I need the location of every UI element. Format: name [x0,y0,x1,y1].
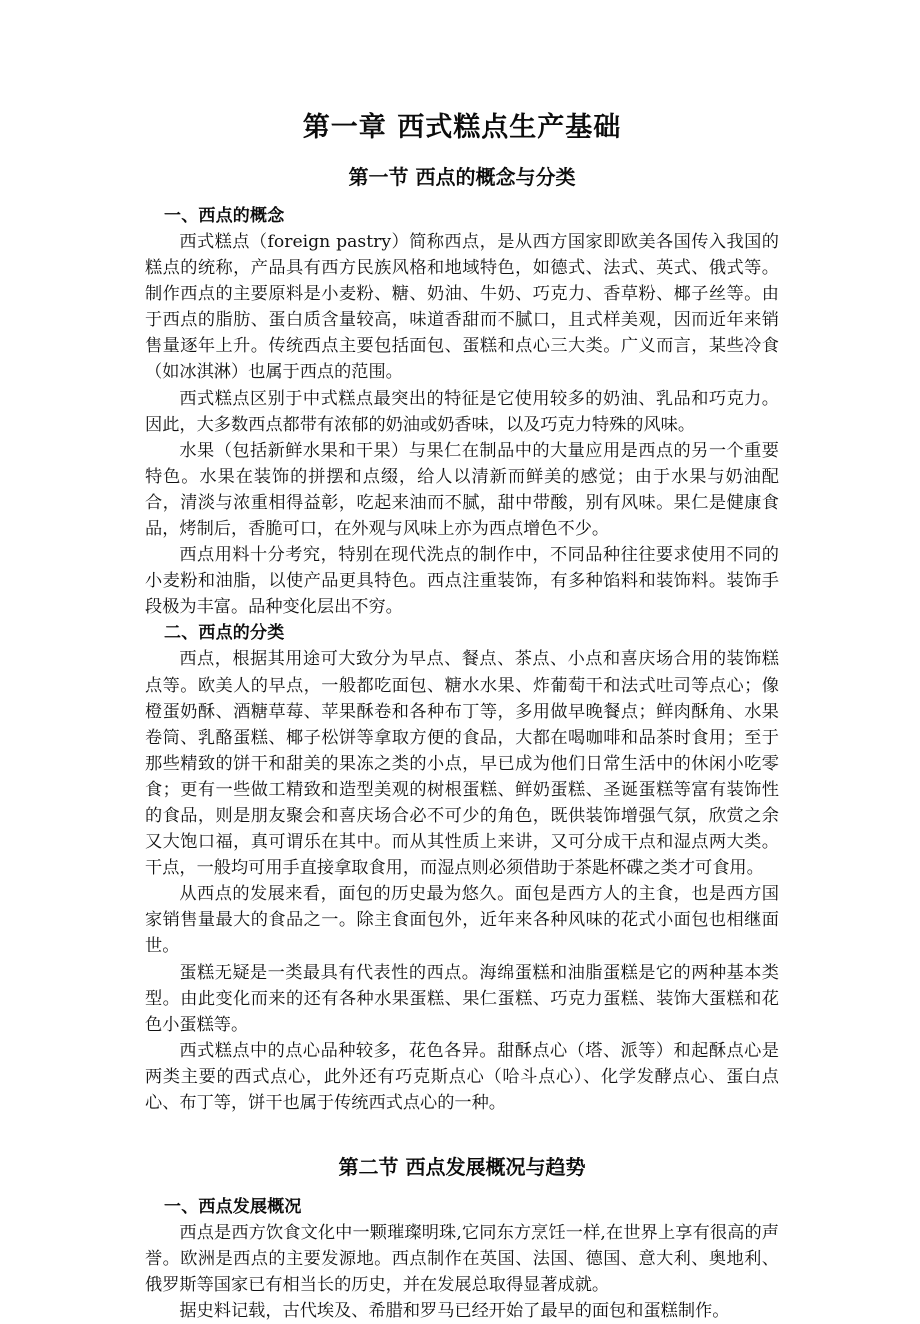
paragraph: 水果（包括新鲜水果和干果）与果仁在制品中的大量应用是西点的另一个重要特色。水果在装饰的拼摆和点缀，给人以清新而鲜美的感觉；由于水果与奶油配合，清淡与浓重相得益彰，吃起来油而不腻，甜中带酸，别有风味。果仁是健康食品，烤制后，香脆可口，在外观与风味上亦为西点增色不少。 [145,440,779,540]
chapter-title: 第一章 西式糕点生产基础 [302,112,622,143]
paragraph: 西点是西方饮食文化中一颗璀璨明珠,它同东方烹饪一样,在世界上享有很高的声誉。欧洲是西点的主要发源地。西点制作在英国、法国、德国、意大利、奥地利、俄罗斯等国家已有相当长的历史，并在发展总取得显著成就。 [145,1223,779,1296]
paragraph: 西式糕点（foreign pastry）简称西点，是从西方国家即欧美各国传入我国的糕点的统称，产品具有西方民族风格和地域特色，如德式、法式、英式、俄式等。制作西点的主要原料是小麦粉、糖、奶油、牛奶、巧克力、香草粉、椰子丝等。由于西点的脂肪、蛋白质含量较高，味道香甜而不腻口，且式样美观，因而近年来销售量逐年上升。传统西点主要包括面包、蛋糕和点心三大类。广义而言，某些冷食（如冰淇淋）也属于西点的范围。 [145,232,779,383]
paragraph: 西式糕点区别于中式糕点最突出的特征是它使用较多的奶油、乳品和巧克力。因此，大多数西点都带有浓郁的奶油或奶香味，以及巧克力特殊的风味。 [145,388,779,435]
paragraph: 蛋糕无疑是一类最具有代表性的西点。海绵蛋糕和油脂蛋糕是它的两种基本类型。由此变化而来的还有各种水果蛋糕、果仁蛋糕、巧克力蛋糕、装饰大蛋糕和花色小蛋糕等。 [145,962,779,1035]
paragraph: 西式糕点中的点心品种较多，花色各异。甜酥点心（塔、派等）和起酥点心是两类主要的西式点心，此外还有巧克斯点心（哈斗点心）、化学发酵点心、蛋白点心、布丁等，饼干也属于传统西式点心的一种。 [145,1040,779,1113]
section-spacer [145,1116,779,1138]
section-title-1: 第一节 西点的概念与分类 [348,165,576,189]
paragraph: 西点，根据其用途可大致分为早点、餐点、茶点、小点和喜庆场合用的装饰糕点等。欧美人的早点，一般都吃面包、糖水水果、炸葡萄干和法式吐司等点心；像橙蛋奶酥、酒糖草莓、苹果酥卷和各种布丁等，多用做早晚餐点；鲜肉酥角、水果卷筒、乳酪蛋糕、椰子松饼等拿取方便的食品，大都在喝咖啡和品茶时食用；至于那些精致的饼干和甜美的果冻之类的小点，早已成为他们日常生活中的休闲小吃零食；更有一些做工精致和造型美观的树根蛋糕、鲜奶蛋糕、圣诞蛋糕等富有装饰性的食品，则是朋友聚会和喜庆场合必不可少的角色，既供装饰增强气氛，欣赏之余又大饱口福，真可谓乐在其中。而从其性质上来讲，又可分成干点和湿点两大类。干点，一般均可用手直接拿取食用，而湿点则必须借助于茶匙杯碟之类才可食用。 [145,649,779,879]
section-title-2: 第二节 西点发展概况与趋势 [338,1155,586,1180]
paragraph: 西点用料十分考究，特别在现代洗点的制作中，不同品种往往要求使用不同的小麦粉和油脂，以使产品更具特色。西点注重装饰，有多种馅料和装饰料。装饰手段极为丰富。品种变化层出不穷。 [145,545,779,618]
paragraph: 从西点的发展来看，面包的历史最为悠久。面包是西方人的主食，也是西方国家销售量最大的食品之一。除主食面包外，近年来各种风味的花式小面包也相继面世。 [145,884,779,957]
subheading-1-1: 一、西点的概念 [164,206,285,226]
paragraph: 据史料记载，古代埃及、希腊和罗马已经开始了最早的面包和蛋糕制作。 [179,1301,730,1322]
body-flow [145,203,779,1324]
subheading-1-2: 二、西点的分类 [164,623,285,644]
subheading-2-1: 一、西点发展概况 [164,1197,302,1218]
